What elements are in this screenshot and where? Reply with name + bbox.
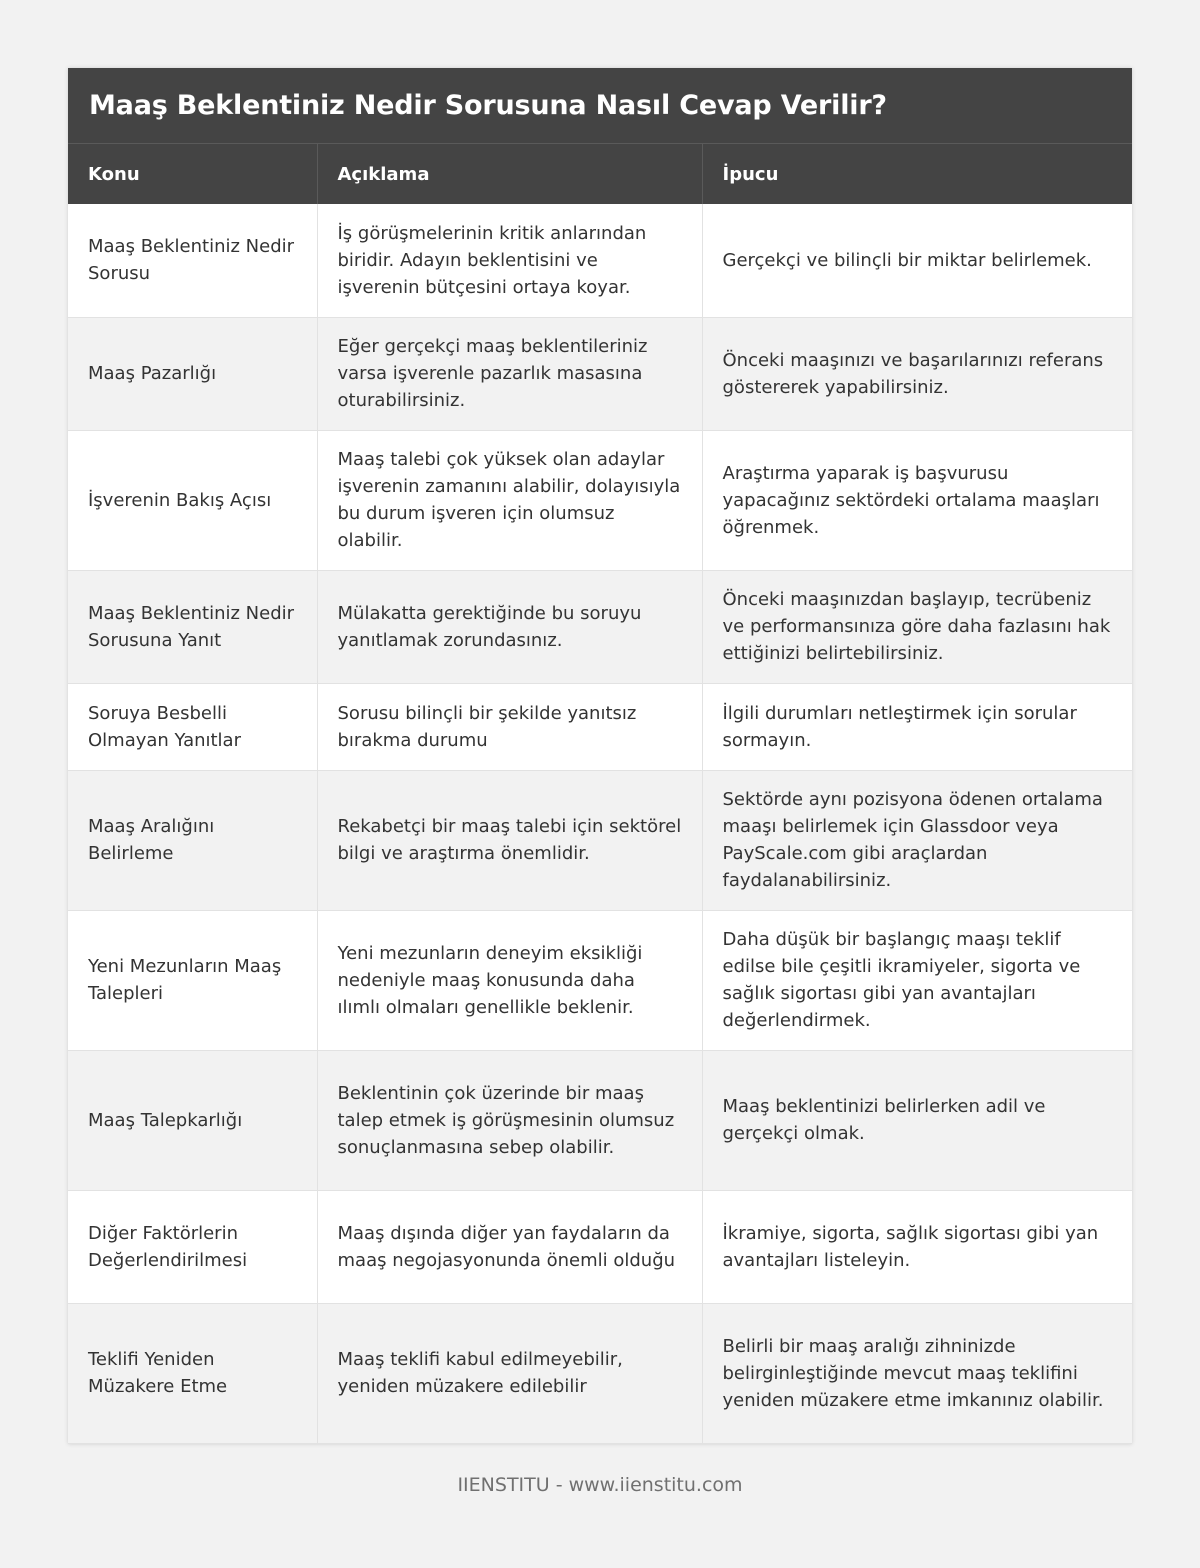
cell-konu: Maaş Pazarlığı <box>68 317 317 430</box>
cell-ipucu: Gerçekçi ve bilinçli bir miktar belirlemek. <box>702 204 1132 317</box>
table-row <box>68 204 1132 317</box>
column-header-aciklama: Açıklama <box>317 144 702 204</box>
cell-ipucu: İkramiye, sigorta, sağlık sigortası gibi yan avantajları listeleyin. <box>702 1190 1132 1303</box>
cell-ipucu: Sektörde aynı pozisyona ödenen ortalama maaşı belirlemek için Glassdoor veya PayScale.com gibi araçlardan faydalanabilirsiniz. <box>702 770 1132 910</box>
table-row <box>68 910 1132 1050</box>
table-row <box>68 1190 1132 1303</box>
table-row <box>68 683 1132 770</box>
cell-aciklama: Sorusu bilinçli bir şekilde yanıtsız bırakma durumu <box>317 683 702 770</box>
cell-aciklama: Maaş talebi çok yüksek olan adaylar işverenin zamanını alabilir, dolayısıyla bu durum işveren için olumsuz olabilir. <box>317 430 702 570</box>
table-body <box>68 204 1132 1443</box>
cell-aciklama: Rekabetçi bir maaş talebi için sektörel bilgi ve araştırma önemlidir. <box>317 770 702 910</box>
cell-konu: Teklifi Yeniden Müzakere Etme <box>68 1303 317 1443</box>
table-header <box>68 144 1132 204</box>
cell-aciklama: Maaş dışında diğer yan faydaların da maaş negojasyonunda önemli olduğu <box>317 1190 702 1303</box>
cell-ipucu: Daha düşük bir başlangıç maaşı teklif edilse bile çeşitli ikramiyeler, sigorta ve sağlık sigortası gibi yan avantajları değerlendirmek. <box>702 910 1132 1050</box>
cell-aciklama: Mülakatta gerektiğinde bu soruyu yanıtlamak zorundasınız. <box>317 570 702 683</box>
cell-ipucu: Araştırma yaparak iş başvurusu yapacağınız sektördeki ortalama maaşları öğrenmek. <box>702 430 1132 570</box>
cell-konu: Maaş Talepkarlığı <box>68 1050 317 1190</box>
cell-aciklama: İş görüşmelerinin kritik anlarından biridir. Adayın beklentisini ve işverenin bütçesini ortaya koyar. <box>317 204 702 317</box>
cell-ipucu: Önceki maaşınızı ve başarılarınızı referans göstererek yapabilirsiniz. <box>702 317 1132 430</box>
footer-credit: IIENSTITU - www.iienstitu.com <box>457 1474 743 1496</box>
table-row <box>68 1303 1132 1443</box>
cell-aciklama: Yeni mezunların deneyim eksikliği nedeniyle maaş konusunda daha ılımlı olmaları genellikle beklenir. <box>317 910 702 1050</box>
cell-konu: Maaş Beklentiniz Nedir Sorusu <box>68 204 317 317</box>
cell-aciklama: Beklentinin çok üzerinde bir maaş talep etmek iş görüşmesinin olumsuz sonuçlanmasına sebep olabilir. <box>317 1050 702 1190</box>
cell-konu: Maaş Aralığını Belirleme <box>68 770 317 910</box>
cell-ipucu: Belirli bir maaş aralığı zihninizde belirginleştiğinde mevcut maaş teklifini yeniden müzakere etme imkanınız olabilir. <box>702 1303 1132 1443</box>
table-row <box>68 770 1132 910</box>
cell-aciklama: Maaş teklifi kabul edilmeyebilir, yeniden müzakere edilebilir <box>317 1303 702 1443</box>
table-row <box>68 1050 1132 1190</box>
cell-ipucu: Önceki maaşınızdan başlayıp, tecrübeniz ve performansınıza göre daha fazlasını hak ettiğinizi belirtebilirsiniz. <box>702 570 1132 683</box>
cell-konu: İşverenin Bakış Açısı <box>68 430 317 570</box>
cell-konu: Yeni Mezunların Maaş Talepleri <box>68 910 317 1050</box>
cell-konu: Soruya Besbelli Olmayan Yanıtlar <box>68 683 317 770</box>
column-header-konu: Konu <box>68 144 317 204</box>
table-row <box>68 430 1132 570</box>
title-bar <box>68 68 1132 144</box>
cell-aciklama: Eğer gerçekçi maaş beklentileriniz varsa işverenle pazarlık masasına oturabilirsiniz. <box>317 317 702 430</box>
data-table <box>68 144 1132 1444</box>
cell-ipucu: Maaş beklentinizi belirlerken adil ve gerçekçi olmak. <box>702 1050 1132 1190</box>
cell-konu: Diğer Faktörlerin Değerlendirilmesi <box>68 1190 317 1303</box>
cell-ipucu: İlgili durumları netleştirmek için sorular sormayın. <box>702 683 1132 770</box>
page-title: Maaş Beklentiniz Nedir Sorusuna Nasıl Cevap Verilir? <box>89 90 887 121</box>
table-row <box>68 570 1132 683</box>
table-row <box>68 317 1132 430</box>
column-header-ipucu: İpucu <box>702 144 1132 204</box>
table-card <box>68 68 1132 1444</box>
header-row <box>68 144 1132 204</box>
cell-konu: Maaş Beklentiniz Nedir Sorusuna Yanıt <box>68 570 317 683</box>
